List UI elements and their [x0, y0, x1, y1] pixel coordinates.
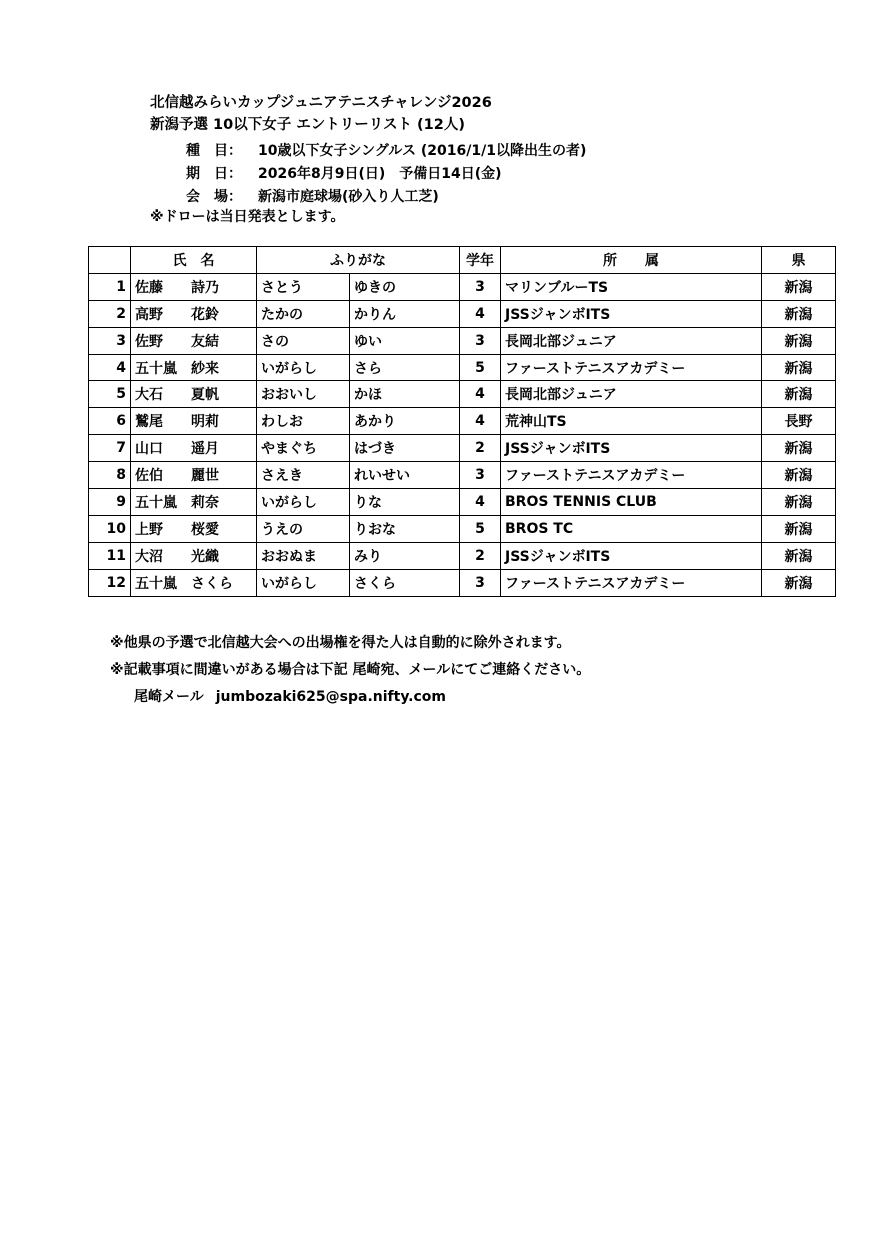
school-grade: 4: [460, 300, 501, 327]
table-row: [89, 273, 836, 300]
table-row: [89, 408, 836, 435]
player-name: [131, 515, 257, 542]
venue-label: 会 場：: [186, 189, 242, 205]
table-row: [89, 354, 836, 381]
kana-surname: うえの: [257, 515, 350, 542]
row-number: 10: [89, 515, 131, 542]
table-row: [89, 569, 836, 596]
school-grade: 2: [460, 435, 501, 462]
kana-given-name: りな: [350, 489, 460, 516]
kana-surname: たかの: [257, 300, 350, 327]
club-affiliation: ファーストテニスアカデミー: [501, 462, 762, 489]
player-surname: 鷲尾: [135, 414, 163, 431]
kana-given-name: りおな: [350, 515, 460, 542]
player-name: [131, 381, 257, 408]
club-affiliation: BROS TENNIS CLUB: [501, 489, 762, 516]
kana-surname: わしお: [257, 408, 350, 435]
player-given-name: 紗来: [191, 360, 219, 377]
prefecture: 長野: [762, 408, 836, 435]
table-row: [89, 435, 836, 462]
player-surname: 佐伯: [135, 468, 163, 485]
player-given-name: 明莉: [191, 414, 219, 431]
row-number: 1: [89, 273, 131, 300]
player-surname: 大石: [135, 387, 163, 404]
kana-given-name: みり: [350, 542, 460, 569]
header-furigana: ふりがな: [257, 247, 460, 274]
club-affiliation: JSSジャンボITS: [501, 435, 762, 462]
entry-table: [88, 246, 836, 597]
kana-given-name: かりん: [350, 300, 460, 327]
table-body: [89, 273, 836, 596]
player-name: [131, 327, 257, 354]
player-surname: 佐野: [135, 333, 163, 350]
table-row: [89, 489, 836, 516]
row-number: 7: [89, 435, 131, 462]
club-affiliation: JSSジャンボITS: [501, 542, 762, 569]
row-number: 6: [89, 408, 131, 435]
school-grade: 2: [460, 542, 501, 569]
row-number: 11: [89, 542, 131, 569]
kana-surname: いがらし: [257, 354, 350, 381]
header-affiliation: 所 属: [501, 247, 762, 274]
player-given-name: 光織: [191, 548, 219, 565]
table-row: [89, 515, 836, 542]
contact-label: 尾崎メール: [134, 689, 204, 705]
header-number: [89, 247, 131, 274]
club-affiliation: マリンブルーTS: [501, 273, 762, 300]
note-exclusion: ※他県の予選で北信越大会への出場権を得た人は自動的に除外されます。: [110, 635, 571, 651]
prefecture: 新潟: [762, 273, 836, 300]
player-given-name: 詩乃: [191, 279, 219, 296]
kana-given-name: かほ: [350, 381, 460, 408]
document-header: [150, 92, 492, 136]
kana-given-name: ゆい: [350, 327, 460, 354]
row-number: 8: [89, 462, 131, 489]
row-number: 5: [89, 381, 131, 408]
row-number: 3: [89, 327, 131, 354]
club-affiliation: 荒神山TS: [501, 408, 762, 435]
note-corrections: ※記載事項に間違いがある場合は下記 尾崎宛、メールにてご連絡ください。: [110, 662, 591, 678]
kana-given-name: れいせい: [350, 462, 460, 489]
prefecture: 新潟: [762, 515, 836, 542]
club-affiliation: 長岡北部ジュニア: [501, 381, 762, 408]
date-label: 期 日：: [186, 166, 242, 182]
table-row: [89, 381, 836, 408]
player-name: [131, 489, 257, 516]
kana-given-name: はづき: [350, 435, 460, 462]
prefecture: 新潟: [762, 462, 836, 489]
kana-given-name: あかり: [350, 408, 460, 435]
club-affiliation: JSSジャンボITS: [501, 300, 762, 327]
player-surname: 五十嵐: [135, 360, 177, 377]
school-grade: 3: [460, 462, 501, 489]
player-given-name: 夏帆: [191, 387, 219, 404]
table-row: [89, 300, 836, 327]
player-given-name: 遥月: [191, 441, 219, 458]
player-surname: 五十嵐: [135, 575, 177, 592]
player-given-name: 麗世: [191, 468, 219, 485]
player-surname: 上野: [135, 521, 163, 538]
school-grade: 3: [460, 273, 501, 300]
club-affiliation: ファーストテニスアカデミー: [501, 569, 762, 596]
player-name: [131, 354, 257, 381]
player-given-name: 花鈴: [191, 306, 219, 323]
player-given-name: 友結: [191, 333, 219, 350]
kana-surname: おおいし: [257, 381, 350, 408]
event-row: [186, 140, 586, 163]
player-given-name: 桜愛: [191, 521, 219, 538]
player-surname: 山口: [135, 441, 163, 458]
draw-note: ※ドローは当日発表とします。: [150, 209, 345, 225]
prefecture: 新潟: [762, 300, 836, 327]
row-number: 9: [89, 489, 131, 516]
player-name: [131, 408, 257, 435]
player-name: [131, 435, 257, 462]
club-affiliation: BROS TC: [501, 515, 762, 542]
player-name: [131, 300, 257, 327]
event-label: 種 目：: [186, 143, 242, 159]
kana-given-name: さくら: [350, 569, 460, 596]
table-row: [89, 462, 836, 489]
club-affiliation: 長岡北部ジュニア: [501, 327, 762, 354]
kana-surname: さの: [257, 327, 350, 354]
player-surname: 大沼: [135, 548, 163, 565]
prefecture: 新潟: [762, 489, 836, 516]
notes-section: [110, 630, 590, 711]
kana-surname: やまぐち: [257, 435, 350, 462]
player-name: [131, 542, 257, 569]
row-number: 4: [89, 354, 131, 381]
player-surname: 佐藤: [135, 279, 163, 296]
school-grade: 4: [460, 408, 501, 435]
event-info: [186, 140, 586, 209]
player-given-name: さくら: [191, 575, 233, 592]
kana-given-name: ゆきの: [350, 273, 460, 300]
kana-surname: さとう: [257, 273, 350, 300]
kana-surname: おおぬま: [257, 542, 350, 569]
header-prefecture: 県: [762, 247, 836, 274]
table-row: [89, 327, 836, 354]
kana-surname: いがらし: [257, 569, 350, 596]
venue-value: 新潟市庭球場(砂入り人工芝): [258, 189, 439, 205]
document-title: 北信越みらいカップジュニアテニスチャレンジ2026: [150, 95, 492, 111]
school-grade: 5: [460, 354, 501, 381]
contact-email: jumbozaki625@spa.nifty.com: [215, 689, 446, 705]
date-value: 2026年8月9日(日) 予備日14日(金): [258, 166, 502, 182]
school-grade: 3: [460, 327, 501, 354]
player-name: [131, 569, 257, 596]
header-grade: 学年: [460, 247, 501, 274]
document-subtitle: 新潟予選 10以下女子 エントリーリスト (12人): [150, 117, 465, 133]
player-name: [131, 273, 257, 300]
contact-line: [110, 684, 590, 711]
table-row: [89, 542, 836, 569]
prefecture: 新潟: [762, 354, 836, 381]
school-grade: 3: [460, 569, 501, 596]
school-grade: 4: [460, 489, 501, 516]
prefecture: 新潟: [762, 542, 836, 569]
table-header-row: [89, 247, 836, 274]
kana-surname: さえき: [257, 462, 350, 489]
prefecture: 新潟: [762, 435, 836, 462]
prefecture: 新潟: [762, 327, 836, 354]
prefecture: 新潟: [762, 569, 836, 596]
player-given-name: 莉奈: [191, 494, 219, 511]
school-grade: 5: [460, 515, 501, 542]
header-name: 氏 名: [131, 247, 257, 274]
kana-surname: いがらし: [257, 489, 350, 516]
player-name: [131, 462, 257, 489]
event-value: 10歳以下女子シングルス (2016/1/1以降出生の者): [258, 143, 587, 159]
row-number: 2: [89, 300, 131, 327]
prefecture: 新潟: [762, 381, 836, 408]
date-row: [186, 163, 586, 186]
school-grade: 4: [460, 381, 501, 408]
club-affiliation: ファーストテニスアカデミー: [501, 354, 762, 381]
player-surname: 高野: [135, 306, 163, 323]
row-number: 12: [89, 569, 131, 596]
player-surname: 五十嵐: [135, 494, 177, 511]
kana-given-name: さら: [350, 354, 460, 381]
